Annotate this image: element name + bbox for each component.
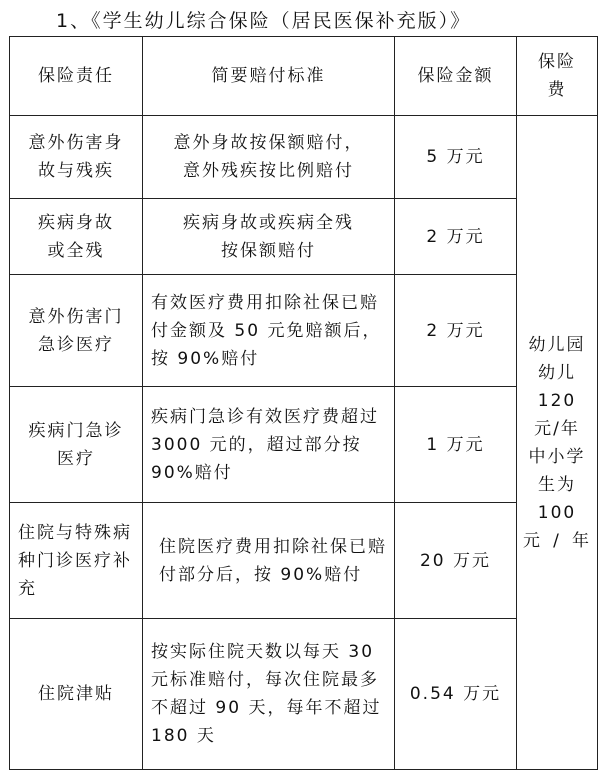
amount-cell: 2 万元	[395, 275, 517, 387]
table-row	[10, 387, 598, 503]
duty-cell: 意外伤害身故与残疾	[10, 116, 143, 199]
standard-cell: 疾病门急诊有效医疗费超过 3000 元的，超过部分按 90%赔付	[143, 387, 395, 503]
standard-cell: 住院医疗费用扣除社保已赔付部分后，按 90%赔付	[143, 503, 395, 619]
premium-cell: 幼儿园幼儿 120 元/年 中小学生为 100 元/年	[517, 116, 598, 770]
table-row	[10, 503, 598, 619]
standard-cell: 按实际住院天数以每天 30 元标准赔付，每次住院最多不超过 90 天，每年不超过 180 天	[143, 619, 395, 770]
amount-cell: 5 万元	[395, 116, 517, 199]
header-duty: 保险责任	[10, 37, 143, 116]
table-row	[10, 116, 598, 199]
duty-cell: 疾病身故或全残	[10, 199, 143, 275]
table-row	[10, 275, 598, 387]
amount-cell: 1 万元	[395, 387, 517, 503]
header-fee: 保险费	[517, 37, 598, 116]
standard-cell: 意外身故按保额赔付，意外残疾按比例赔付	[143, 116, 395, 199]
duty-cell: 意外伤害门急诊医疗	[10, 275, 143, 387]
document-title: 1、《学生幼儿综合保险（居民医保补充版）》	[56, 10, 472, 32]
amount-cell: 0.54 万元	[395, 619, 517, 770]
duty-cell: 住院与特殊病种门诊医疗补充	[10, 503, 143, 619]
standard-cell: 有效医疗费用扣除社保已赔付金额及 50 元免赔额后，按 90%赔付	[143, 275, 395, 387]
standard-cell: 疾病身故或疾病全残按保额赔付	[143, 199, 395, 275]
duty-cell: 疾病门急诊医疗	[10, 387, 143, 503]
amount-cell: 2 万元	[395, 199, 517, 275]
table-header-row	[10, 37, 598, 116]
table-row	[10, 199, 598, 275]
amount-cell: 20 万元	[395, 503, 517, 619]
header-amount: 保险金额	[395, 37, 517, 116]
header-standard: 简要赔付标准	[143, 37, 395, 116]
insurance-table	[9, 36, 598, 770]
table-row	[10, 619, 598, 770]
duty-cell: 住院津贴	[10, 619, 143, 770]
